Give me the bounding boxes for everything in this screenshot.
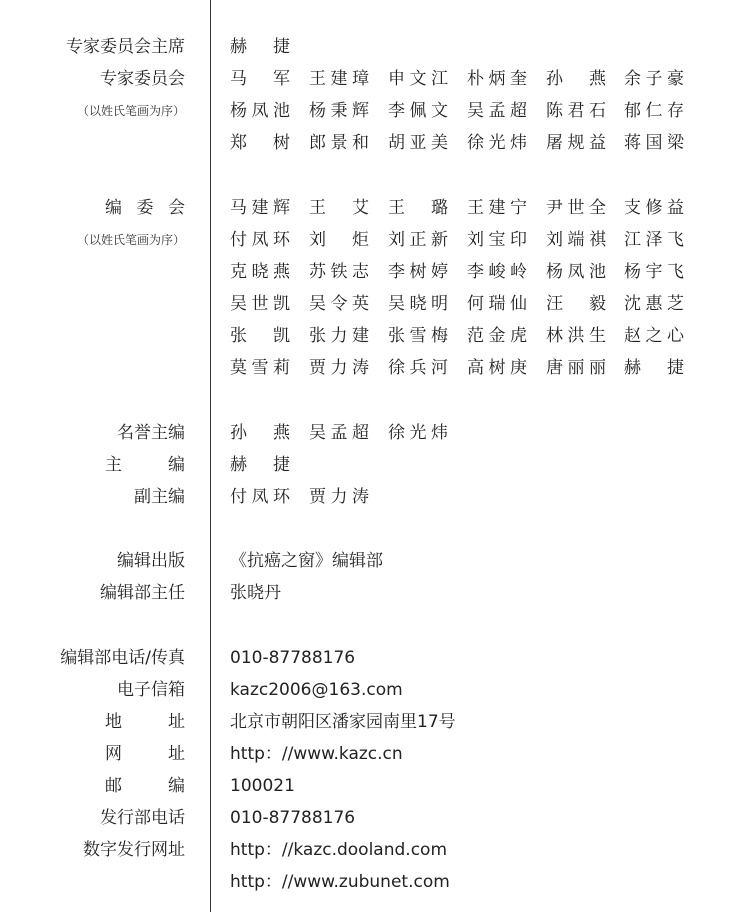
expert-member: 郑 树 [230, 133, 290, 153]
board-member: 贾力涛 [309, 358, 369, 378]
board-member: 张 凯 [230, 326, 290, 346]
expert-member: 王建璋 [309, 69, 369, 89]
deputy-editor: 贾力涛 [309, 487, 369, 507]
expert-chair-label: 专家委员会主席 [66, 37, 185, 57]
board-member: 吴世凯 [230, 294, 290, 314]
board-member: 高树庚 [467, 358, 527, 378]
board-member: 苏铁志 [309, 262, 369, 282]
director-label: 编辑部主任 [100, 583, 185, 603]
honorary-editor: 孙 燕 [230, 423, 290, 443]
board-member: 支修益 [624, 198, 684, 218]
honorary-editor-label: 名誉主编 [117, 423, 185, 443]
board-member: 吴令英 [309, 294, 369, 314]
board-member: 刘 炬 [309, 230, 369, 250]
email-label: 电子信箱 [117, 680, 185, 700]
expert-member: 杨秉辉 [309, 101, 369, 121]
digital-url-link[interactable]: http：//www.zubunet.com [230, 872, 450, 892]
expert-member: 郁仁存 [624, 101, 684, 121]
expert-committee-label: 专家委员会 [100, 69, 185, 89]
board-member: 克晓燕 [230, 262, 290, 282]
email-value[interactable]: kazc2006@163.com [230, 680, 403, 700]
board-member: 张力建 [309, 326, 369, 346]
website-label: 网址 [105, 744, 185, 764]
expert-member: 蒋国梁 [624, 133, 684, 153]
expert-order-note: （以姓氏笔画为序） [76, 104, 185, 118]
editorial-order-note: （以姓氏笔画为序） [76, 233, 185, 247]
expert-member: 马 军 [230, 69, 290, 89]
board-member: 何瑞仙 [467, 294, 527, 314]
expert-member: 胡亚美 [388, 133, 448, 153]
distribution-phone-value: 010-87788176 [230, 808, 356, 828]
chief-editor-label: 主编 [105, 455, 185, 475]
digital-url-link[interactable]: http：//kazc.dooland.com [230, 840, 447, 860]
board-member: 徐兵河 [388, 358, 448, 378]
board-member: 刘端祺 [546, 230, 606, 250]
expert-member: 郎景和 [309, 133, 369, 153]
honorary-editor: 徐光炜 [388, 423, 448, 443]
expert-member: 屠规益 [546, 133, 606, 153]
board-member: 王 艾 [309, 198, 369, 218]
deputy-editor-label: 副主编 [134, 487, 185, 507]
board-member: 马建辉 [230, 198, 290, 218]
publisher-label: 编辑出版 [117, 551, 185, 571]
expert-member: 孙 燕 [546, 69, 606, 89]
expert-member: 余子豪 [624, 69, 684, 89]
expert-chair-name: 赫 捷 [230, 37, 290, 57]
board-member: 杨凤池 [546, 262, 606, 282]
board-member: 杨宇飞 [624, 262, 684, 282]
board-member: 李树婷 [388, 262, 448, 282]
deputy-editor: 付凤环 [230, 487, 290, 507]
board-member: 汪 毅 [546, 294, 606, 314]
board-member: 李峻岭 [467, 262, 527, 282]
board-member: 尹世全 [546, 198, 606, 218]
board-member: 赵之心 [624, 326, 684, 346]
board-member: 吴晓明 [388, 294, 448, 314]
website-link[interactable]: http：//www.kazc.cn [230, 744, 403, 764]
honorary-editor: 吴孟超 [309, 423, 369, 443]
digital-distribution-label: 数字发行网址 [83, 840, 185, 860]
editorial-board-label: 编委会 [105, 198, 185, 218]
board-member: 王 璐 [388, 198, 448, 218]
board-member: 赫 捷 [624, 358, 684, 378]
postcode-value: 100021 [230, 776, 295, 796]
address-value: 北京市朝阳区潘家园南里17号 [230, 712, 456, 732]
vertical-divider [210, 0, 211, 912]
board-member: 莫雪莉 [230, 358, 290, 378]
board-member: 沈惠芝 [624, 294, 684, 314]
expert-member: 杨凤池 [230, 101, 290, 121]
board-member: 唐丽丽 [546, 358, 606, 378]
expert-member: 李佩文 [388, 101, 448, 121]
address-label: 地址 [105, 712, 185, 732]
phone-fax-label: 编辑部电话/传真 [60, 648, 185, 668]
board-member: 付凤环 [230, 230, 290, 250]
expert-member: 陈君石 [546, 101, 606, 121]
director-name: 张晓丹 [230, 583, 281, 603]
publisher-name: 《抗癌之窗》编辑部 [230, 551, 383, 571]
expert-member: 朴炳奎 [467, 69, 527, 89]
board-member: 刘正新 [388, 230, 448, 250]
board-member: 张雪梅 [388, 326, 448, 346]
board-member: 林洪生 [546, 326, 606, 346]
board-member: 王建宁 [467, 198, 527, 218]
board-member: 刘宝印 [467, 230, 527, 250]
board-member: 范金虎 [467, 326, 527, 346]
expert-member: 申文江 [388, 69, 448, 89]
board-member: 江泽飞 [624, 230, 684, 250]
expert-member: 徐光炜 [467, 133, 527, 153]
chief-editor: 赫 捷 [230, 455, 290, 475]
expert-member: 吴孟超 [467, 101, 527, 121]
phone-fax-value: 010-87788176 [230, 648, 356, 668]
distribution-phone-label: 发行部电话 [100, 808, 185, 828]
postcode-label: 邮编 [105, 776, 185, 796]
